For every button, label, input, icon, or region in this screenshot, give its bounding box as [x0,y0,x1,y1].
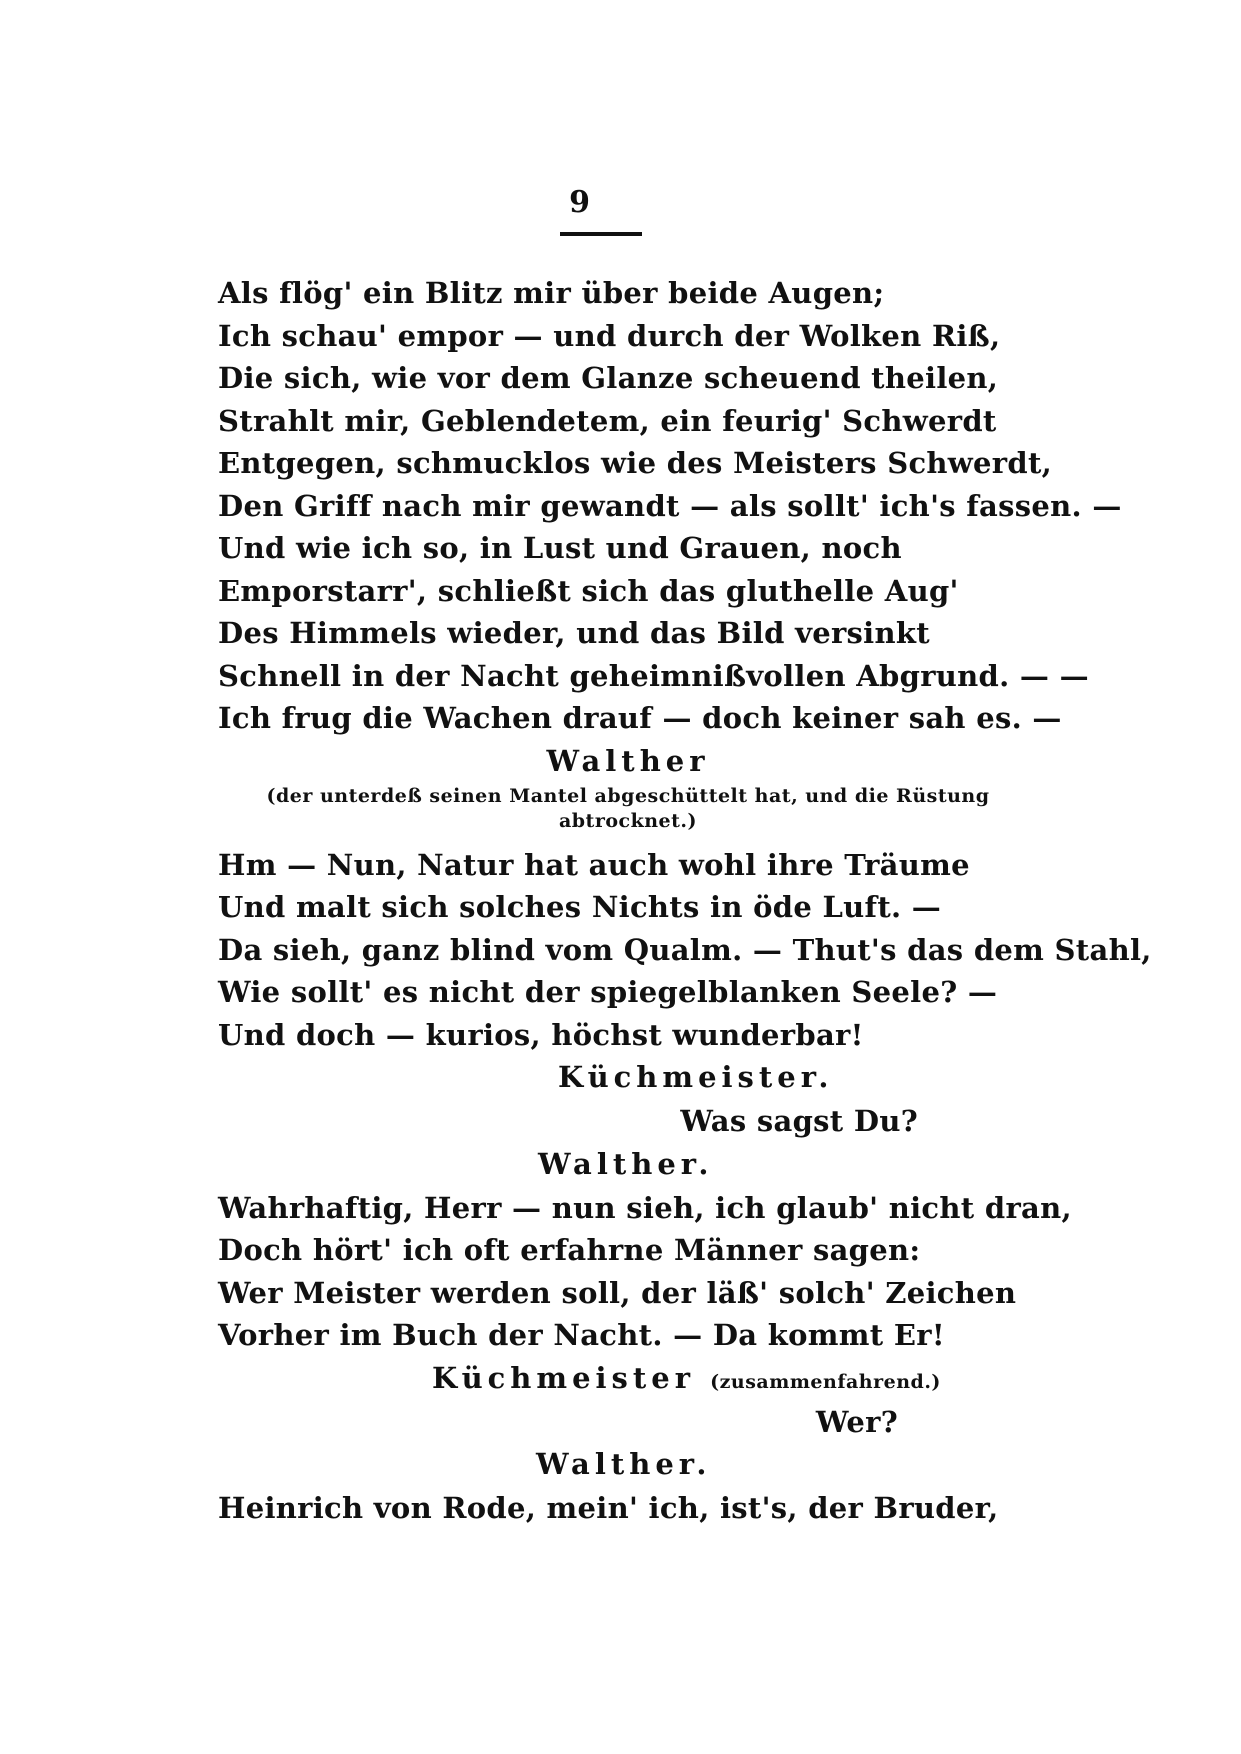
verse-line: Wer? [815,1404,898,1439]
verse-line: Wahrhaftig, Herr — nun sieh, ich glaub' nicht dran, [218,1190,1072,1225]
stage-direction: (der unterdeß seinen Mantel abgeschüttelt hat, und die Rüstung abtrocknet.) [266,784,990,832]
verse-line: Heinrich von Rode, mein' ich, ist's, der Bruder, [218,1491,999,1525]
verse-line: Und malt sich solches Nichts in öde Luft. — [218,890,942,924]
verse-line: Des Himmels wieder, und das Bild versinkt [218,616,930,650]
page-number: 9 [569,185,591,220]
speaker-walther: Walther [546,743,710,778]
speaker-name: Küchmeister [432,1360,695,1395]
verse-line: Wer Meister werden soll, der läß' solch' Zeichen [218,1275,1017,1310]
speaker-walther: Walther. [538,1146,714,1181]
verse-text [218,272,1152,1530]
verse-line: Und doch — kurios, höchst wunderbar! [218,1017,864,1052]
verse-line: Schnell in der Nacht geheimnißvollen Abgrund. — — [218,658,1089,693]
verse-line: Entgegen, schmucklos wie des Meisters Schwerdt, [218,446,1053,480]
verse-line: Vorher im Buch der Nacht. — Da kommt Er! [218,1318,945,1352]
verse-line: Strahlt mir, Geblendetem, ein feurig' Schwerdt [218,403,997,438]
verse-line: Was sagst Du? [680,1104,918,1138]
verse-line: Hm — Nun, Natur hat auch wohl ihre Träume [218,847,970,882]
page-number-rule [560,232,642,236]
stage-direction: (zusammenfahrend.) [710,1370,941,1393]
verse-line: Und wie ich so, in Lust und Grauen, noch [218,531,902,565]
speaker-walther: Walther. [536,1447,712,1481]
verse-line: Da sieh, ganz blind vom Qualm. — Thut's das dem Stahl, [218,932,1152,967]
verse-line: Wie sollt' es nicht der spiegelblanken Seele? — [218,975,998,1009]
speaker-kuechmeister [218,1357,1038,1401]
verse-line: Ich frug die Wachen drauf — doch keiner sah es. — [218,701,1062,735]
verse-line: Den Griff nach mir gewandt — als sollt' ich's fassen. — [218,488,1122,523]
verse-line: Emporstarr', schließt sich das gluthelle Aug' [218,573,959,608]
verse-line: Doch hört' ich oft erfahrne Männer sagen: [218,1233,921,1267]
speaker-kuechmeister: Küchmeister. [558,1060,834,1094]
verse-line: Als flög' ein Blitz mir über beide Augen; [218,276,885,310]
verse-line: Ich schau' empor — und durch der Wolken Riß, [218,318,1001,353]
verse-line: Die sich, wie vor dem Glanze scheuend theilen, [218,361,999,395]
